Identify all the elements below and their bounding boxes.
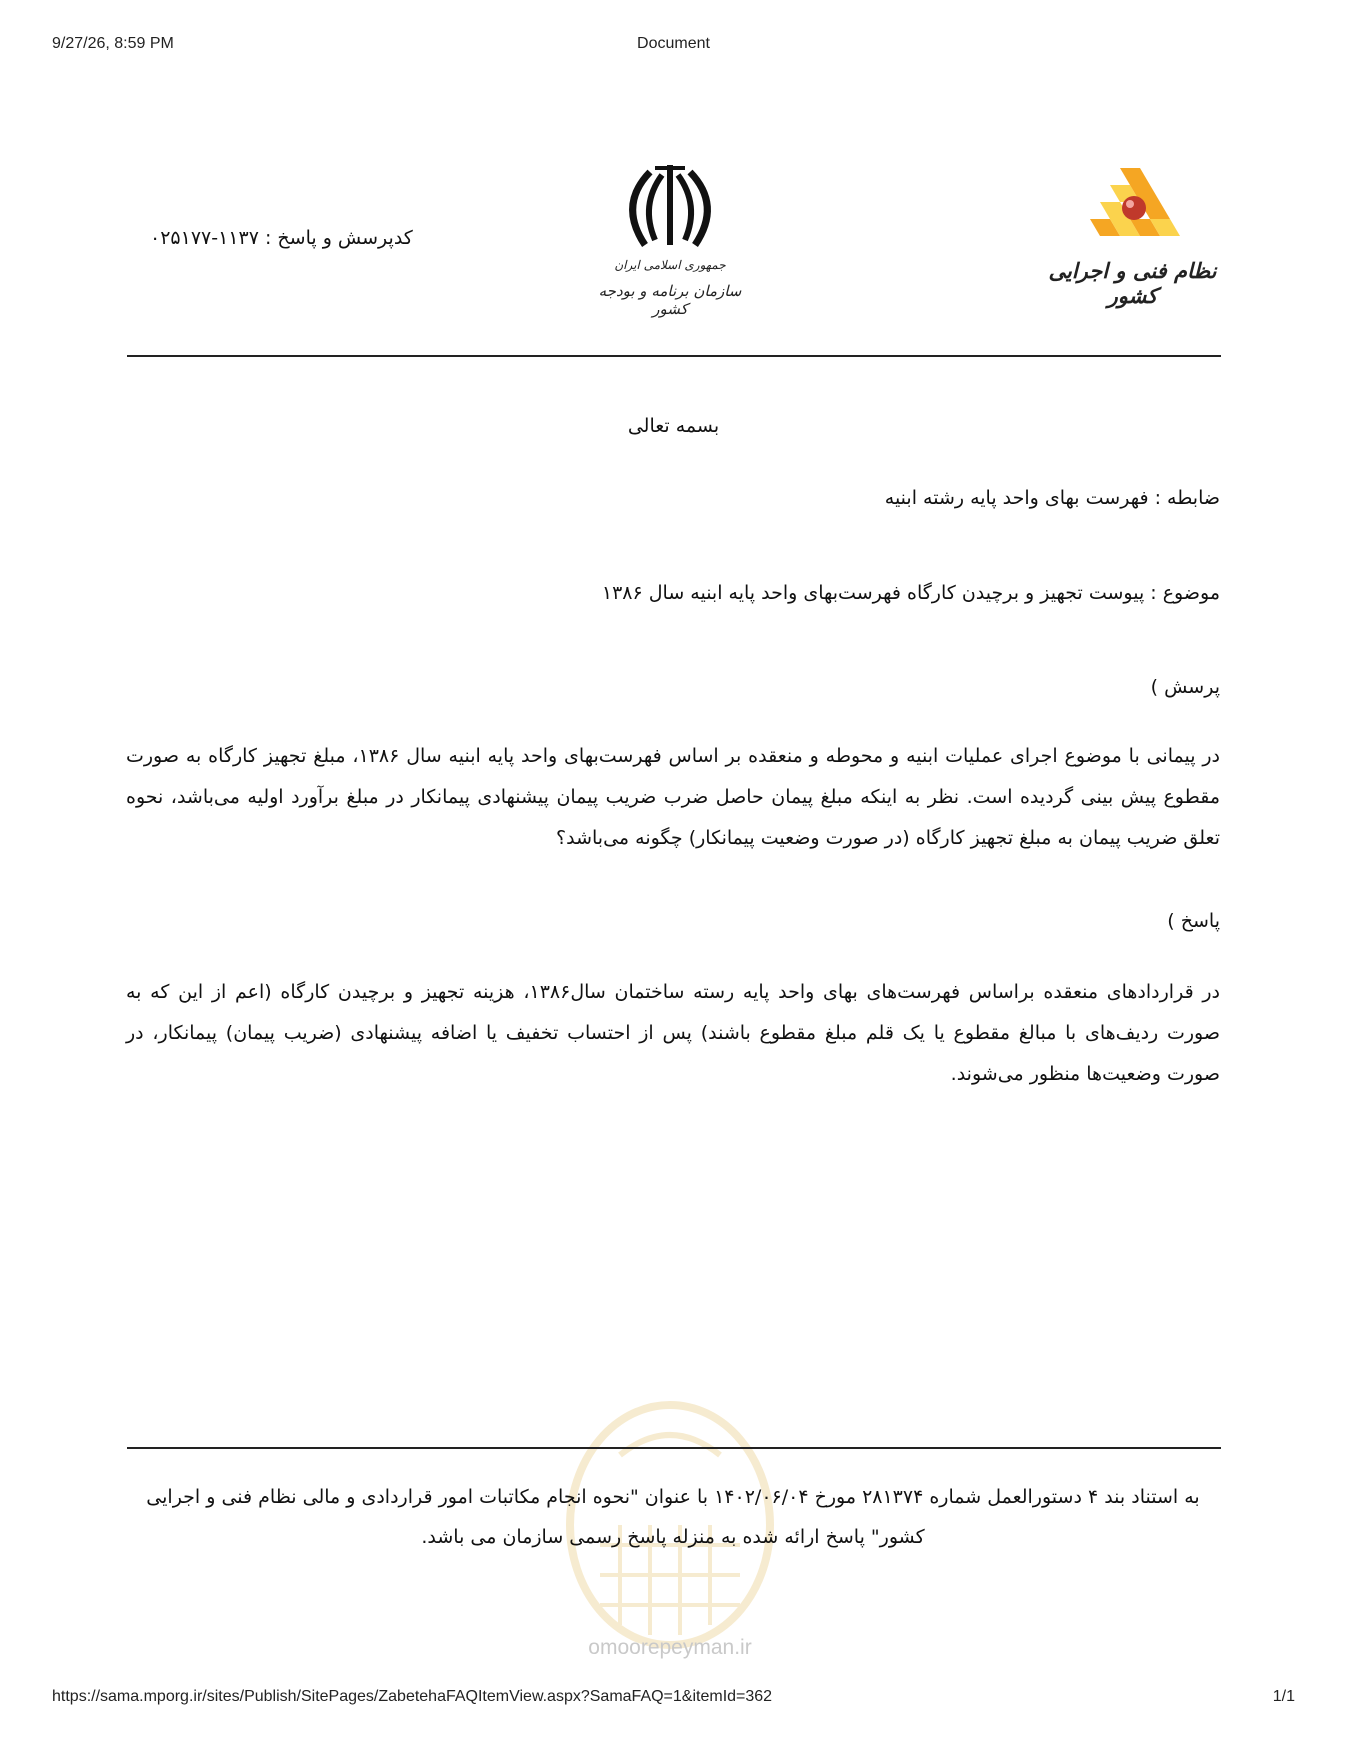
- print-datetime: 9/27/26, 8:59 PM: [52, 35, 174, 52]
- official-note: به استناد بند ۴ دستورالعمل شماره ۲۸۱۳۷۴ مورخ ۱۴۰۲/۰۶/۰۴ با عنوان "نحوه انجام مکاتبات امور قراردادی و مالی نظام فنی و اجرایی کشور" پاسخ ارائه شده به منزله پاسخ رسمی سازمان می باشد.: [146, 1486, 1200, 1548]
- answer-label: پاسخ ): [1167, 910, 1220, 932]
- subject-line: موضوع : پیوست تجهیز و برچیدن کارگاه فهرست‌بهای واحد پایه ابنیه سال ۱۳۸۶: [601, 582, 1220, 604]
- print-page-number: 1/1: [1272, 1688, 1295, 1705]
- print-url: https://sama.mporg.ir/sites/Publish/SitePages/ZabetehaFAQItemView.aspx?SamaFAQ=1&itemId=362: [52, 1688, 773, 1705]
- regulation-title: ضابطه : فهرست بهای واحد پایه رشته ابنیه: [884, 487, 1220, 509]
- watermark-site: omoorepeyman.ir: [588, 1636, 752, 1659]
- question-label: پرسش ): [1150, 676, 1220, 698]
- footer-divider: [127, 1447, 1221, 1449]
- question-body: در پیمانی با موضوع اجرای عملیات ابنیه و محوطه و منعقده بر اساس فهرست‌بهای واحد پایه ابنیه سال ۱۳۸۶، مبلغ تجهیز کارگاه به صورت مقطوع پیش بینی گردیده است. نظر به اینکه مبلغ پیمان حاصل ضرب ضریب پیمان پیشنهادی پیمانکار در مبلغ برآورد اولیه می‌باشد، نحوه تعلق ضریب پیمان به مبلغ تجهیز کارگاه (در صورت وضعیت پیمانکار) چگونه می‌باشد؟: [126, 745, 1220, 849]
- answer-body: در قراردادهای منعقده براساس فهرست‌های بهای واحد پایه رسته ساختمان سال۱۳۸۶، هزینه تجهیز و برچیدن کارگاه (اعم از این که به صورت ردیف‌های با مبالغ مقطوع یا یک قلم مبلغ مقطوع باشند) پس از احتساب تخفیف یا اضافه پیشنهادی (ضریب پیمان) پیمانکار، در صورت وضعیت‌ها منظور می‌شوند.: [126, 981, 1220, 1085]
- question-code: کدپرسش و پاسخ : ۱۱۳۷-۰۲۵۱۷۷: [150, 227, 413, 249]
- basmala: بسمه تعالی: [627, 415, 720, 437]
- emblem-caption-line1: جمهوری اسلامی ایران: [614, 258, 726, 272]
- print-title: Document: [637, 35, 710, 52]
- header-divider: [127, 355, 1221, 357]
- nezam-fanni-logo-text: نظام فنی و اجرایی کشور: [1048, 258, 1217, 308]
- emblem-caption-line2: سازمان برنامه و بودجه کشور: [598, 282, 742, 318]
